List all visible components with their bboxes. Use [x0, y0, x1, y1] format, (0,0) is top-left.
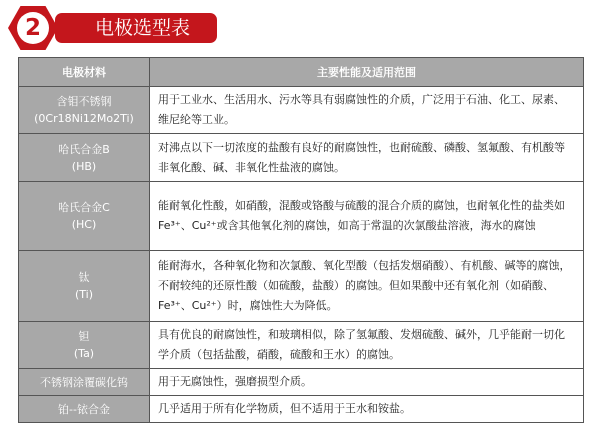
table-row: [19, 322, 584, 369]
material-name: 钽: [78, 330, 90, 343]
description-cell: 用于工业水、生活用水、污水等具有弱腐蚀性的介质，广泛用于石油、化工、尿素、维尼纶等工业。: [150, 87, 584, 134]
electrode-selection-table: [18, 57, 584, 423]
table-row: [19, 87, 584, 134]
material-name: 哈氏合金C: [58, 201, 110, 214]
material-code: (HC): [71, 218, 97, 231]
table-row: [19, 134, 584, 182]
material-code: (Ta): [73, 347, 95, 360]
description-cell: 对沸点以下一切浓度的盐酸有良好的耐腐蚀性，也耐硫酸、磷酸、氢氟酸、有机酸等非氧化酸、碱、非氧化性盐液的腐蚀。: [150, 134, 584, 182]
material-cell: [19, 369, 150, 396]
table-row: [19, 396, 584, 423]
section-header: [8, 6, 213, 50]
material-name: 不锈钢涂覆碳化钨: [40, 375, 128, 389]
material-name: 钛: [78, 271, 90, 284]
description-cell: 能耐氧化性酸，如硝酸，混酸或铬酸与硫酸的混合介质的腐蚀，也耐氧化性的盐类如Fe³⁺、Cu²⁺或含其他氧化剂的腐蚀，如高于常温的次氯酸盐溶液，海水的腐蚀: [150, 182, 584, 251]
material-cell: [19, 182, 150, 251]
description-cell: 用于无腐蚀性，强磨损型介质。: [150, 369, 584, 396]
material-cell: [19, 87, 150, 134]
column-header-material: 电极材料: [19, 58, 150, 87]
material-cell: [19, 134, 150, 182]
material-cell: [19, 396, 150, 423]
material-name: 含钼不锈钢: [56, 95, 112, 108]
column-header-performance: 主要性能及适用范围: [150, 58, 584, 87]
description-cell: 具有优良的耐腐蚀性，和玻璃相似，除了氢氟酸、发烟硫酸、碱外，几乎能耐一切化学介质（包括盐酸，硝酸，硫酸和王水）的腐蚀。: [150, 322, 584, 369]
table-row: [19, 369, 584, 396]
section-number: 2: [17, 12, 49, 44]
material-code: (Ti): [74, 288, 94, 301]
material-code: (HB): [71, 159, 97, 173]
description-cell: 几乎适用于所有化学物质，但不适用于王水和铵盐。: [150, 396, 584, 423]
material-cell: [19, 322, 150, 369]
material-name: 哈氏合金B: [58, 142, 110, 156]
material-code: (0Cr18Ni12Mo2Ti): [34, 112, 134, 125]
material-cell: [19, 251, 150, 322]
table-row: [19, 182, 584, 251]
material-name: 铂--铱合金: [58, 402, 110, 416]
section-title: 电极选型表: [55, 13, 217, 43]
description-cell: 能耐海水，各种氧化物和次氯酸、氧化型酸（包括发烟硝酸）、有机酸、碱等的腐蚀，不耐较纯的还原性酸（如硫酸，盐酸）的腐蚀。但如果酸中还有氧化剂（如硝酸、Fe³⁺、Cu²⁺）时，腐蚀性大为降低。: [150, 251, 584, 322]
table-row: [19, 251, 584, 322]
